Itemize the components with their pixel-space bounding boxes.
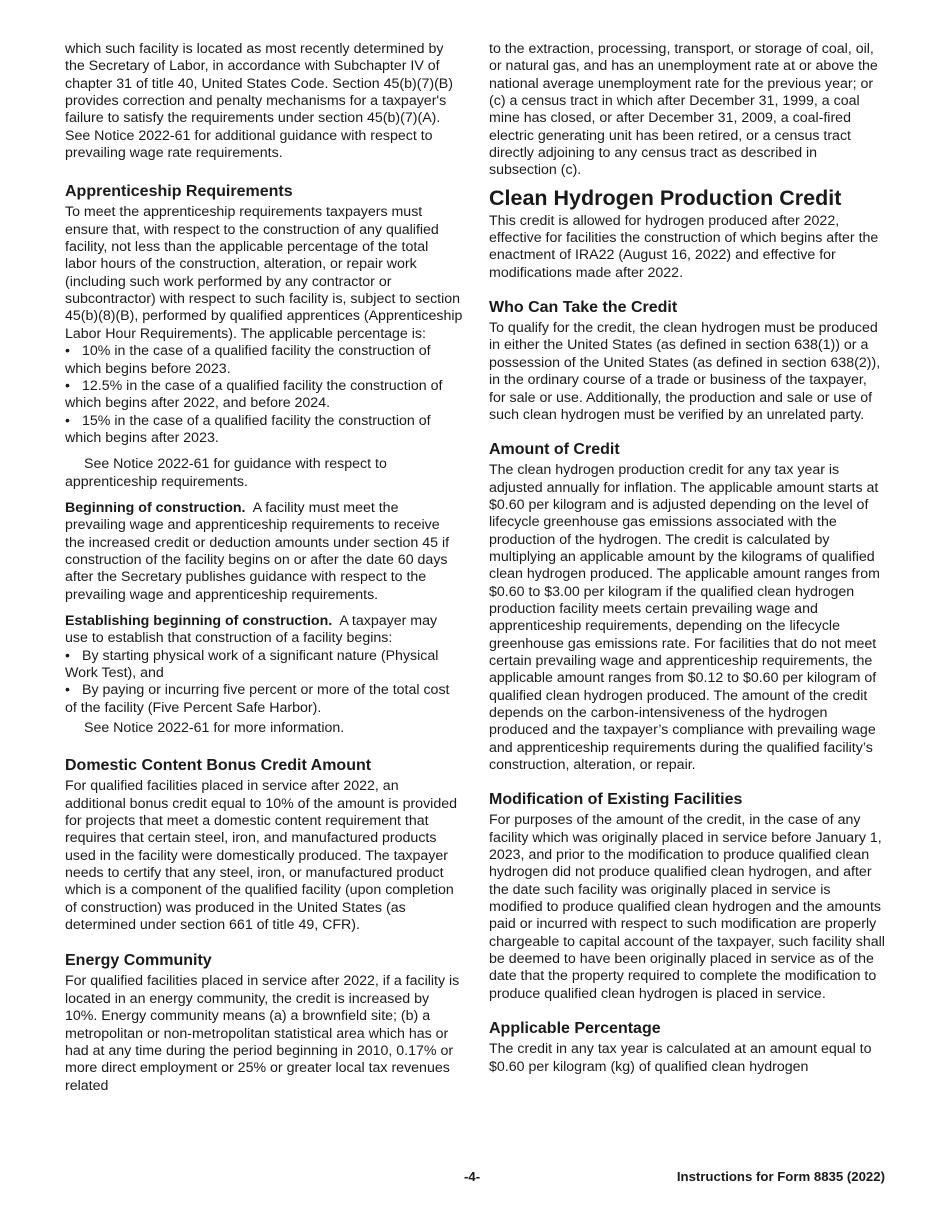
left-column bbox=[65, 41, 463, 1095]
beginning-of-construction-lead: Beginning of construction. bbox=[65, 499, 246, 516]
page-number: -4- bbox=[464, 1169, 481, 1184]
amount-of-credit-body: The clean hydrogen production credit for any tax year is adjusted annually for inflation. The applicable amount starts at $0.60 per kilogram and is adjusted depending on the level of lifecycle greenhouse gas emissions associated with the production of the hydrogen. The credit is calculated by multiplying an applicable amount by the kilograms of qualified clean hydrogen produced. The applicable amount ranges from $0.60 to $3.00 per kilogram if the qualified clean hydrogen production facility meets certain prevailing wage and apprenticeship requirements, depending on the lifecycle greenhouse gas emissions rate. For facilities that do not meet certain prevailing wage and apprenticeship requirements, the applicable amount ranges from $0.12 to $0.60 per kilogram of qualified clean hydrogen produced. The amount of the credit depends on the carbon-intensiveness of the hydrogen produced and the taxpayer’s compliance with prevailing wage and apprenticeship requirements during the qualified facility’s construction, alteration, or repair. bbox=[489, 462, 880, 774]
list-item: • By starting physical work of a significant nature (Physical Work Test), and bbox=[65, 647, 439, 681]
applicable-percentage-heading: Applicable Percentage bbox=[489, 1020, 661, 1038]
list-item: • 15% in the case of a qualified facility the construction of which begins after 2023. bbox=[65, 412, 431, 446]
apprenticeship-notice: See Notice 2022-61 for guidance with respect to apprenticeship requirements. bbox=[65, 456, 387, 490]
section-intro: This credit is allowed for hydrogen produced after 2022, effective for facilities the construction of which begins after the enactment of IRA22 (August 16, 2022) and effective for modifications made after 2022. bbox=[489, 212, 879, 281]
right-intro-paragraph: to the extraction, processing, transport, or storage of coal, oil, or natural gas, and has an unemployment rate at or above the national average unemployment rate for the previous year; or (c) a census tract in which after December 31, 1999, a coal mine has closed, or after December 31, 2009, a coal-fired electric generating unit has been retired, or a census tract directly adjoining to any census tract as described in subsection (c). bbox=[489, 41, 878, 179]
bullet-icon: • bbox=[65, 412, 70, 429]
left-intro-paragraph: which such facility is located as most recently determined by the Secretary of Labor, in accordance with Subchapter IV of chapter 31 of title 40, United States Code. Section 45(b)(7)(B) provides correction and penalty mechanisms for a taxpayer's failure to satisfy the requirements under section 45(b)(7)(A). See Notice 2022-61 for additional guidance with respect to prevailing wage rate requirements. bbox=[65, 41, 453, 162]
bullet-icon: • bbox=[65, 343, 70, 360]
applicable-percentage-body: The credit in any tax year is calculated at an amount equal to $0.60 per kilogram (kg) of qualified clean hydrogen bbox=[489, 1041, 872, 1075]
beginning-of-construction-body: A facility must meet the prevailing wage and apprenticeship requirements to receive the increased credit or deduction amounts under section 45 if construction of the facility begins on or after the date 60 days after the Secretary publishes guidance with respect to the prevailing wage and apprenticeship requirements. bbox=[65, 499, 450, 603]
list-item: • 12.5% in the case of a qualified facility the construction of which begins after 2022, and before 2024. bbox=[65, 377, 443, 412]
modification-body: For purposes of the amount of the credit, in the case of any facility which was originally placed in service before January 1, 2023, and prior to the modification to produce qualified clean hydrogen did not produce qualified clean hydrogen, and after the date such facility was originally placed in service is modified to produce qualified clean hydrogen and the amounts paid or incurred with respect to such modification are properly chargeable to capital account of the taxpayer, such facility shall be deemed to have been originally placed in service as of the date that the property required to complete the modification to produce qualified clean hydrogen is placed in service. bbox=[489, 812, 885, 1002]
energy-community-heading: Energy Community bbox=[65, 952, 212, 970]
apprenticeship-bullet-list bbox=[65, 343, 463, 447]
amount-of-credit-heading: Amount of Credit bbox=[489, 441, 620, 459]
list-item: • 10% in the case of a qualified facility the construction of which begins before 2023. bbox=[65, 343, 431, 377]
beginning-of-construction-paragraph bbox=[65, 500, 463, 604]
who-can-take-heading: Who Can Take the Credit bbox=[489, 299, 678, 317]
form-title-footer: Instructions for Form 8835 (2022) bbox=[676, 1169, 885, 1184]
bullet-icon: • bbox=[65, 377, 70, 394]
energy-community-body: For qualified facilities placed in service after 2022, if a facility is located in an energy community, the credit is increased by 10%. Energy community means (a) a brownfield site; (b) a metropolitan or non-metropolitan statistical area which has or had at any time during the period beginning in 2010, 0.17% or more direct employment or 25% or greater local tax revenues related bbox=[65, 973, 460, 1094]
domestic-content-heading: Domestic Content Bonus Credit Amount bbox=[65, 757, 372, 775]
modification-heading: Modification of Existing Facilities bbox=[489, 791, 743, 809]
list-item: • By paying or incurring five percent or more of the total cost of the facility (Five Percent Safe Harbor). bbox=[65, 682, 450, 716]
establishing-bullet-list bbox=[65, 648, 463, 717]
who-can-take-body: To qualify for the credit, the clean hydrogen must be produced in either the United States (as defined in section 638(1)) or a possession of the United States (as defined in section 638(2)), in the ordinary course of a trade or business of the taxpayer, for sale or use. Additionally, the production and sale or use of such clean hydrogen must be verified by an unrelated party. bbox=[489, 320, 881, 423]
establishing-paragraph bbox=[65, 613, 463, 648]
establishing-lead: Establishing beginning of construction. bbox=[65, 612, 333, 629]
right-column bbox=[489, 41, 887, 1076]
section-title: Clean Hydrogen Production Credit bbox=[489, 185, 842, 210]
bullet-icon: • bbox=[65, 647, 70, 664]
bullet-icon: • bbox=[65, 682, 70, 699]
establishing-body: A taxpayer may use to establish that construction of a facility begins: bbox=[65, 612, 438, 647]
apprenticeship-body: To meet the apprenticeship requirements taxpayers must ensure that, with respect to the construction of any qualified facility, not less than the applicable percentage of the total labor hours of the construction, alteration, or repair work (including such work performed by any contractor or subcontractor) with respect to such facility is, subject to section 45(b)(8)(B), performed by qualified apprentices (Apprenticeship Labor Hour Requirements). The applicable percentage is: bbox=[65, 204, 463, 342]
establishing-notice: See Notice 2022-61 for more information. bbox=[84, 720, 345, 737]
apprenticeship-heading: Apprenticeship Requirements bbox=[65, 183, 293, 201]
domestic-content-body: For qualified facilities placed in service after 2022, an additional bonus credit equal to 10% of the amount is provided for projects that meet a domestic content requirement that requires that certain steel, iron, and manufactured products used in the facility were domestically produced. The taxpayer needs to certify that any steel, iron, or manufactured product which is a component of the qualified facility (upon completion of construction) was produced in the United States (as determined under section 661 of title 49, CFR). bbox=[65, 778, 457, 934]
